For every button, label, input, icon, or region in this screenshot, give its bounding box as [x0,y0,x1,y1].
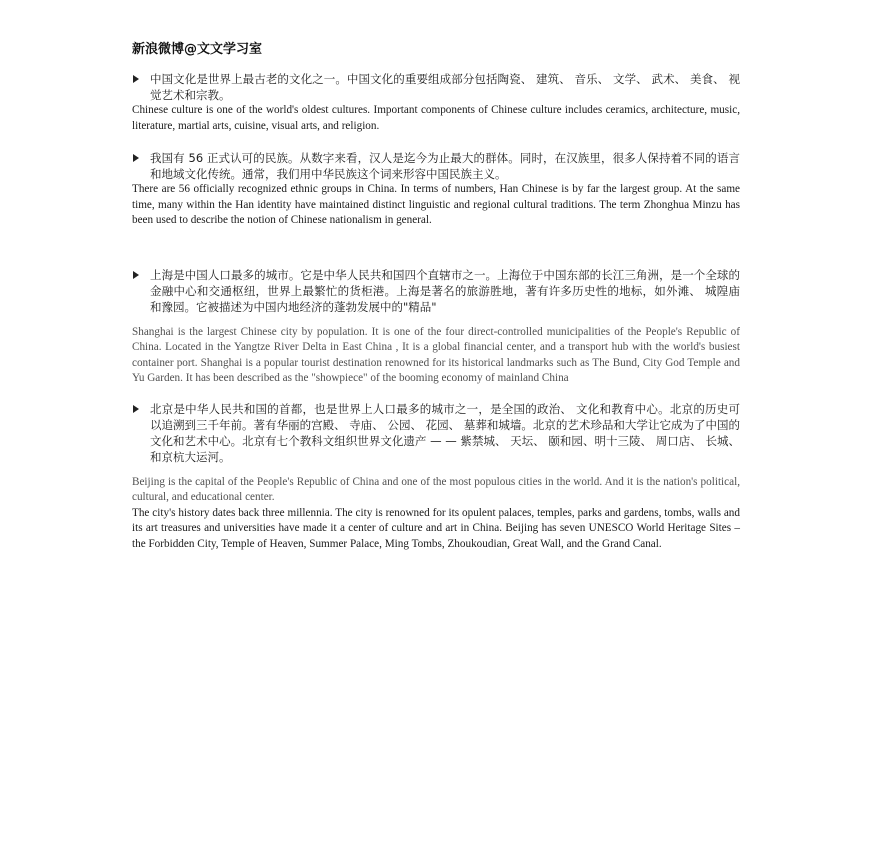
en-paragraph: Chinese culture is one of the world's oldest cultures. Important components of Chinese culture includes ceramics, architecture, music, literature, martial arts, cuisine, visual arts, and religion. [132,104,740,132]
section-beijing [132,401,740,553]
document-page [132,38,740,552]
bullet-paragraph-zh [132,71,740,103]
bullet-paragraph-zh [132,401,740,465]
zh-text: 北京是中华人民共和国的首都，也是世界上人口最多的城市之一，是全国的政治、 文化和教育中心。北京的历史可以追溯到三千年前。著有华丽的宫殿、 寺庙、 公园、 花园、 墓葬和城墙。北京的艺术珍品和大学让它成为了中国的文化和艺术中心。北京有七个教科文组织世界文化遗产 — — 紫禁城、 天坛、 颐和园、明十三陵、 周口店、 长城、 和京杭大运河。 [150,401,740,464]
en-paragraph: Shanghai is the largest Chinese city by population. It is one of the four direct-controlled municipalities of the People's Republic of China. Located in the Yangtze River Delta in East China , It is a global financial center, and a transport hub with the world's busiest container port. Shanghai is a popular tourist destination renowned for its historical landmarks such as The Bund, City God Temple and Yu Garden. It has been described as the "showpiece" of the booming economy of mainland China [132,325,740,384]
zh-text: 中国文化是世界上最古老的文化之一。中国文化的重要组成部分包括陶瓷、 建筑、 音乐、 文学、 武术、 美食、 视觉艺术和宗教。 [150,72,740,102]
bullet-paragraph-zh [132,267,740,315]
section-shanghai [132,267,740,387]
en-paragraph: Beijing is the capital of the People's Republic of China and one of the most populous cities in the world. And it is the nation's political, cultural, and educational center. [132,475,740,503]
section-ethnic-groups [132,150,740,229]
bullet-triangle-icon [133,154,139,162]
zh-text: 上海是中国人口最多的城市。它是中华人民共和国四个直辖市之一。上海位于中国东部的长江三角洲，是一个全球的金融中心和交通枢纽，世界上最繁忙的货柜港。上海是著名的旅游胜地，著有许多历史性的地标，如外滩、 城隍庙和豫园。它被描述为中国内地经济的蓬勃发展中的"精品" [150,267,740,314]
en-paragraph: The city's history dates back three millennia. The city is renowned for its opulent palaces, temples, parks and gardens, tombs, walls and its art treasures and universities have made it a center of culture and art in China. Beijing has seven UNESCO World Heritage Sites – the Forbidden City, Temple of Heaven, Summer Palace, Ming Tombs, Zhoukoudian, Great Wall, and the Grand Canal. [132,506,740,550]
bullet-triangle-icon [133,75,139,83]
bullet-triangle-icon [133,271,139,279]
section-chinese-culture [132,71,740,134]
zh-text: 我国有 56 正式认可的民族。从数字来看，汉人是迄今为止最大的群体。同时，在汉族里，很多人保持着不同的语言和地域文化传统。通常，我们用中华民族这个词来形容中国民族主义。 [150,151,740,181]
page-header: 新浪微博@文文学习室 [132,42,263,57]
bullet-triangle-icon [133,405,139,413]
bullet-paragraph-zh [132,150,740,182]
en-paragraph: There are 56 officially recognized ethnic groups in China. In terms of numbers, Han Chinese is by far the largest group. At the same time, many within the Han identity have maintained distinct linguistic and regional cultural traditions. The term Zhonghua Minzu has been used to describe the notion of Chinese nationalism in general. [132,183,740,226]
